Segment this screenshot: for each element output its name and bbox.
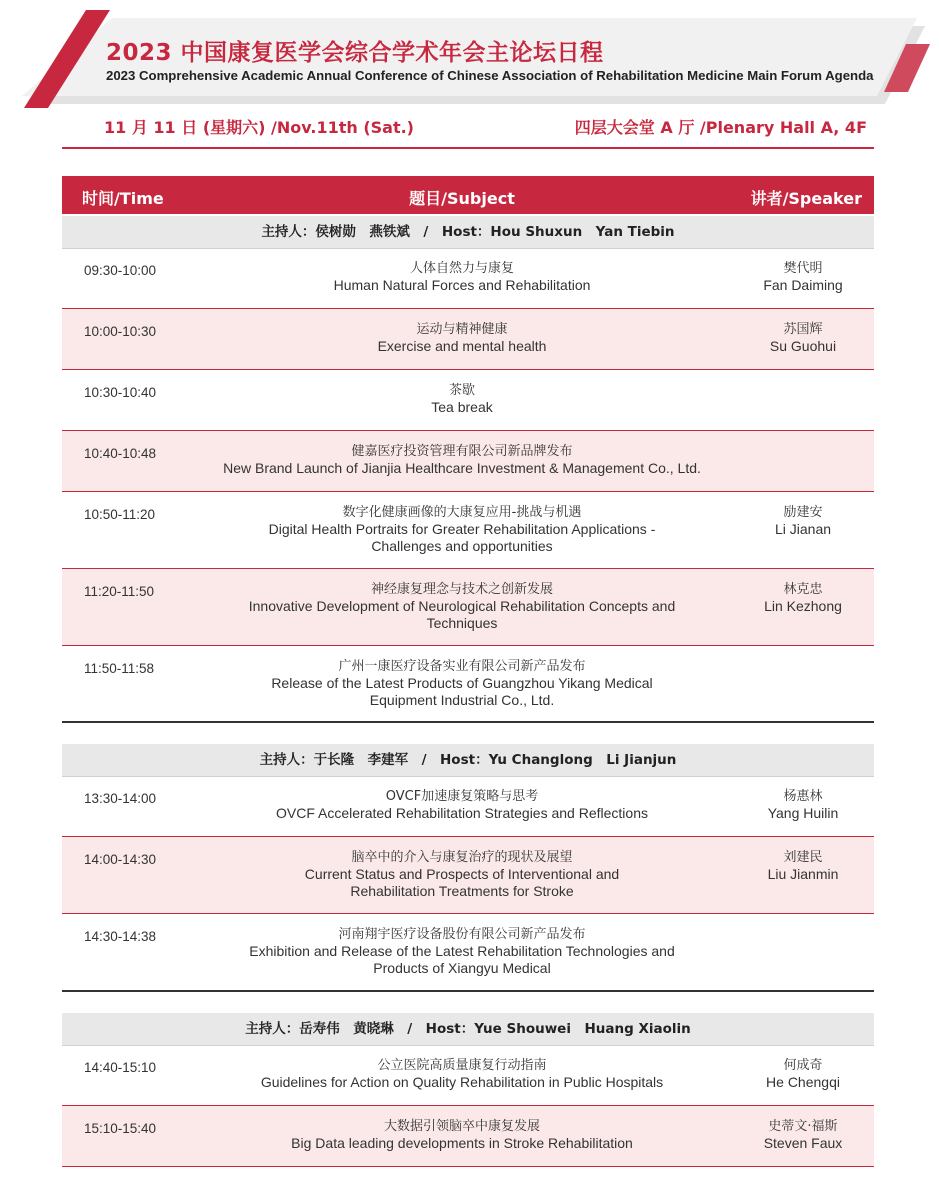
row-speaker (732, 849, 874, 883)
subject-cn: 神经康复理念与技术之创新发展 (370, 582, 553, 597)
subject-en: Human Natural Forces and Rehabilitation (333, 277, 591, 293)
row-time: 11:50-11:58 (84, 661, 155, 676)
row-speaker (732, 581, 874, 615)
subject-cn: 健嘉医疗投资管理有限公司新品牌发布 (351, 444, 573, 459)
agenda-row (62, 1106, 874, 1167)
subject-en: New Brand Launch of Jianjia Healthcare Investment & Management Co., Ltd. (223, 460, 701, 476)
speaker-cn: 林克忠 (783, 582, 823, 597)
row-time: 09:30-10:00 (84, 263, 157, 278)
subject-en: Exercise and mental health (377, 338, 547, 354)
subject-en: Tea break (431, 399, 493, 415)
row-subject (232, 926, 692, 977)
subject-cn: 运动与精神健康 (416, 322, 508, 337)
subject-en: Digital Health Portraits for Greater Rehabilitation Applications - Challenges and opportunities (268, 521, 656, 554)
row-time: 11:20-11:50 (84, 584, 155, 599)
subject-en: Release of the Latest Products of Guangzhou Yikang Medical Equipment Industrial Co., Ltd. (271, 675, 653, 708)
row-subject (152, 443, 772, 477)
row-time: 10:40-10:48 (84, 446, 157, 461)
subject-cn: 茶歇 (448, 383, 475, 398)
row-subject (282, 849, 642, 900)
speaker-en: Liu Jianmin (767, 866, 839, 882)
speaker-cn: 何成奇 (783, 1058, 823, 1073)
column-header-subject: 题目/Subject (409, 189, 515, 208)
row-time: 10:50-11:20 (84, 507, 156, 522)
row-speaker (732, 788, 874, 822)
agenda-row (62, 569, 874, 646)
title-banner (0, 0, 939, 110)
agenda-row (62, 309, 874, 370)
subject-cn: OVCF加速康复策略与思考 (385, 789, 539, 804)
row-speaker (732, 260, 874, 294)
agenda-row (62, 431, 874, 492)
row-time: 10:00-10:30 (84, 324, 157, 339)
subject-en: Big Data leading developments in Stroke Rehabilitation (291, 1135, 633, 1151)
agenda-table-header (62, 176, 874, 214)
speaker-en: Lin Kezhong (764, 598, 842, 614)
session-host: 主持人：于长隆 李建军 / Host：Yu Changlong Li Jianjun (62, 744, 874, 777)
row-subject (192, 1118, 732, 1152)
subject-en: Guidelines for Action on Quality Rehabilitation in Public Hospitals (260, 1074, 664, 1090)
subject-cn: 河南翔宇医疗设备股份有限公司新产品发布 (338, 927, 586, 942)
agenda-row (62, 914, 874, 992)
event-date: 11 月 11 日 (星期六) /Nov.11th (Sat.) (104, 118, 414, 137)
row-time: 14:40-15:10 (84, 1060, 157, 1075)
subject-en: Exhibition and Release of the Latest Rehabilitation Technologies and Products of Xiangyu Medical (249, 943, 675, 976)
row-subject (192, 260, 732, 294)
row-subject (192, 382, 732, 416)
column-header-time: 时间/Time (82, 189, 164, 208)
speaker-cn: 樊代明 (783, 261, 823, 276)
agenda-row (62, 248, 874, 309)
agenda-row (62, 492, 874, 569)
session-host: 主持人：侯树勋 燕铁斌 / Host：Hou Shuxun Yan Tiebin (62, 216, 874, 249)
row-time: 14:00-14:30 (84, 852, 157, 867)
row-speaker (732, 504, 874, 538)
subject-cn: 人体自然力与康复 (409, 261, 514, 276)
subject-en: Innovative Development of Neurological Rehabilitation Concepts and Techniques (248, 598, 676, 631)
subject-cn: 脑卒中的介入与康复治疗的现状及展望 (351, 850, 573, 865)
speaker-cn: 杨惠林 (783, 789, 823, 804)
page-title-cn: 2023 中国康复医学会综合学术年会主论坛日程 (106, 40, 604, 66)
row-time: 15:10-15:40 (84, 1121, 157, 1136)
speaker-en: Su Guohui (769, 338, 837, 354)
agenda-row (62, 646, 874, 723)
row-subject (232, 504, 692, 555)
agenda-row (62, 837, 874, 914)
speaker-en: Li Jianan (774, 521, 832, 537)
row-time: 10:30-10:40 (84, 385, 157, 400)
agenda-row (62, 1045, 874, 1106)
subject-en: OVCF Accelerated Rehabilitation Strategies and Reflections (276, 805, 648, 821)
speaker-en: Yang Huilin (767, 805, 839, 821)
subject-cn: 广州一康医疗设备实业有限公司新产品发布 (338, 659, 586, 674)
speaker-en: He Chengqi (766, 1074, 840, 1090)
row-speaker (732, 1118, 874, 1152)
row-speaker (732, 321, 874, 355)
subject-cn: 公立医院高质量康复行动指南 (377, 1058, 547, 1073)
header-divider (62, 147, 874, 149)
page-title-en: 2023 Comprehensive Academic Annual Conference of Chinese Association of Rehabilitation Medicine Main Forum Agenda (106, 68, 874, 83)
row-time: 14:30-14:38 (84, 929, 157, 944)
subject-cn: 大数据引领脑卒中康复发展 (383, 1119, 540, 1134)
row-subject (192, 788, 732, 822)
session-host: 主持人：岳寿伟 黄晓琳 / Host：Yue Shouwei Huang Xiaolin (62, 1013, 874, 1046)
row-speaker (732, 1057, 874, 1091)
speaker-en: Fan Daiming (763, 277, 843, 293)
speaker-cn: 励建安 (783, 505, 823, 520)
column-header-speaker: 讲者/Speaker (750, 189, 862, 208)
row-subject (242, 658, 682, 709)
subject-cn: 数字化健康画像的大康复应用-挑战与机遇 (342, 505, 582, 520)
agenda-row (62, 370, 874, 431)
row-subject (192, 1057, 732, 1091)
speaker-en: Steven Faux (763, 1135, 843, 1151)
row-subject (192, 321, 732, 355)
event-venue: 四层大会堂 A 厅 /Plenary Hall A, 4F (574, 118, 867, 137)
subject-en: Current Status and Prospects of Interventional and Rehabilitation Treatments for Stroke (304, 866, 620, 899)
row-time: 13:30-14:00 (84, 791, 157, 806)
agenda-row (62, 776, 874, 837)
speaker-cn: 史蒂文·福斯 (768, 1119, 838, 1134)
speaker-cn: 苏国辉 (783, 322, 823, 337)
row-subject (232, 581, 692, 632)
speaker-cn: 刘建民 (783, 850, 823, 865)
